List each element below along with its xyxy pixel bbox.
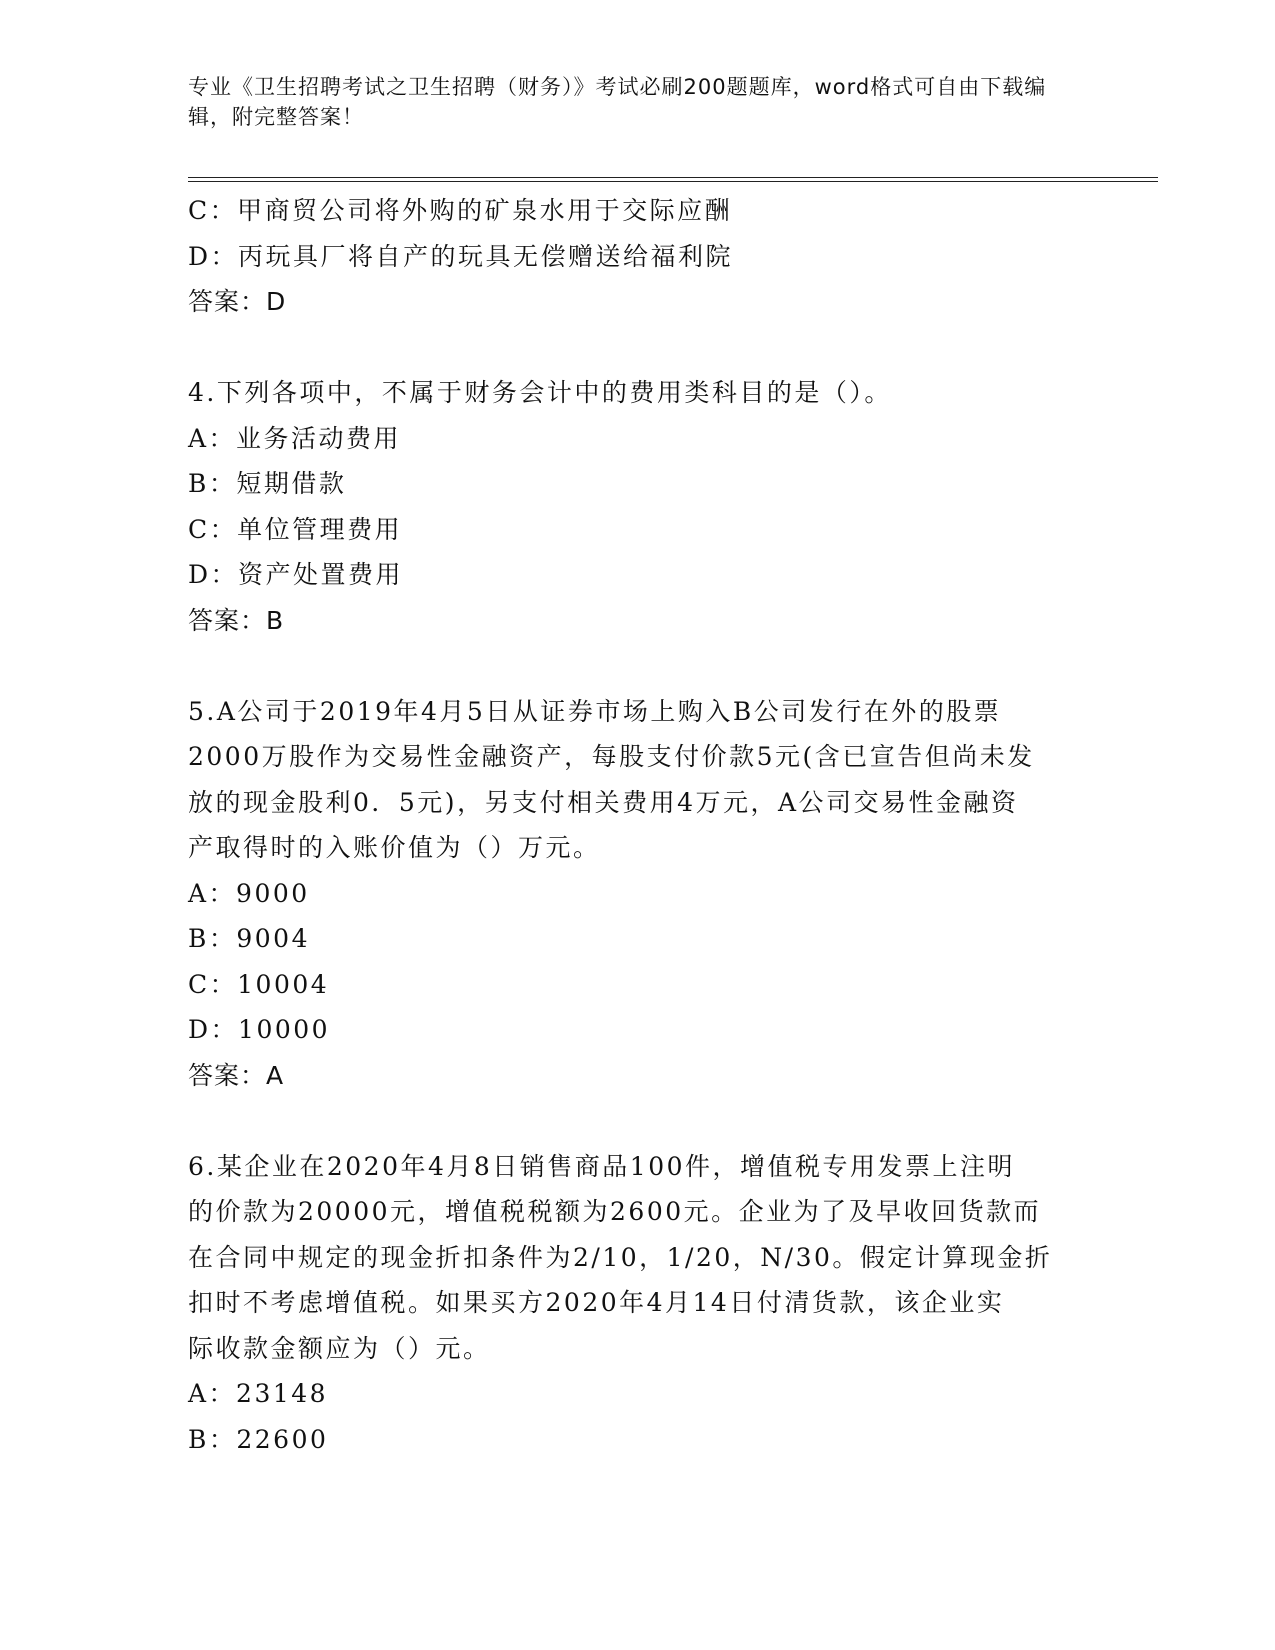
question-stem-line: 放的现金股利0．5元)，另支付相关费用4万元，A公司交易性金融资 <box>188 787 1019 817</box>
answer-label: 答案：B <box>188 605 285 635</box>
option-d: D：10000 <box>188 1015 331 1044</box>
spacer <box>188 1098 1088 1144</box>
question-stem-line: 扣时不考虑增值税。如果买方2020年4月14日付清货款，该企业实 <box>188 1288 1005 1317</box>
question-content <box>188 188 1088 1462</box>
question-5 <box>188 689 1088 1099</box>
answer-label: 答案：D <box>188 287 287 316</box>
option-c: C：10004 <box>188 969 330 999</box>
spacer <box>188 643 1088 689</box>
answer-label: 答案：A <box>188 1060 285 1090</box>
header-divider-bottom <box>188 181 1158 182</box>
question-4 <box>188 370 1088 643</box>
question-stem-line: 际收款金额应为（）元。 <box>188 1333 491 1363</box>
question-stem-line: 的价款为20000元，增值税税额为2600元。企业为了及早收回货款而 <box>188 1197 1042 1226</box>
header-divider-top <box>188 177 1158 178</box>
option-a: A：9000 <box>188 878 310 908</box>
question-stem-line: 在合同中规定的现金折扣条件为2/10，1/20，N/30。假定计算现金折 <box>188 1242 1053 1272</box>
option-b: B：9004 <box>188 924 310 953</box>
option-c: C：甲商贸公司将外购的矿泉水用于交际应酬 <box>188 196 733 225</box>
question-stem: 4.下列各项中，不属于财务会计中的费用类科目的是（）。 <box>188 378 892 407</box>
question-stem-line: 2000万股作为交易性金融资产，每股支付价款5元(含已宣告但尚未发 <box>188 742 1035 771</box>
spacer <box>188 325 1088 371</box>
option-d: D：资产处置费用 <box>188 560 404 589</box>
question-stem-line: 5.A公司于2019年4月5日从证券市场上购入B公司发行在外的股票 <box>188 696 1002 726</box>
option-a: A：业务活动费用 <box>188 423 402 453</box>
question-stem-line: 6.某企业在2020年4月8日销售商品100件，增值税专用发票上注明 <box>188 1151 1016 1181</box>
question-6 <box>188 1144 1088 1463</box>
option-d: D：丙玩具厂将自产的玩具无偿赠送给福利院 <box>188 241 734 271</box>
option-b: B：22600 <box>188 1424 329 1454</box>
question-3-tail <box>188 188 1088 325</box>
option-a: A：23148 <box>188 1379 329 1408</box>
document-header: 专业《卫生招聘考试之卫生招聘（财务）》考试必刷200题题库，word格式可自由下载编辑，附完整答案！ <box>188 75 1047 129</box>
option-c: C：单位管理费用 <box>188 514 403 544</box>
option-b: B：短期借款 <box>188 469 347 498</box>
question-stem-line: 产取得时的入账价值为（）万元。 <box>188 833 601 862</box>
